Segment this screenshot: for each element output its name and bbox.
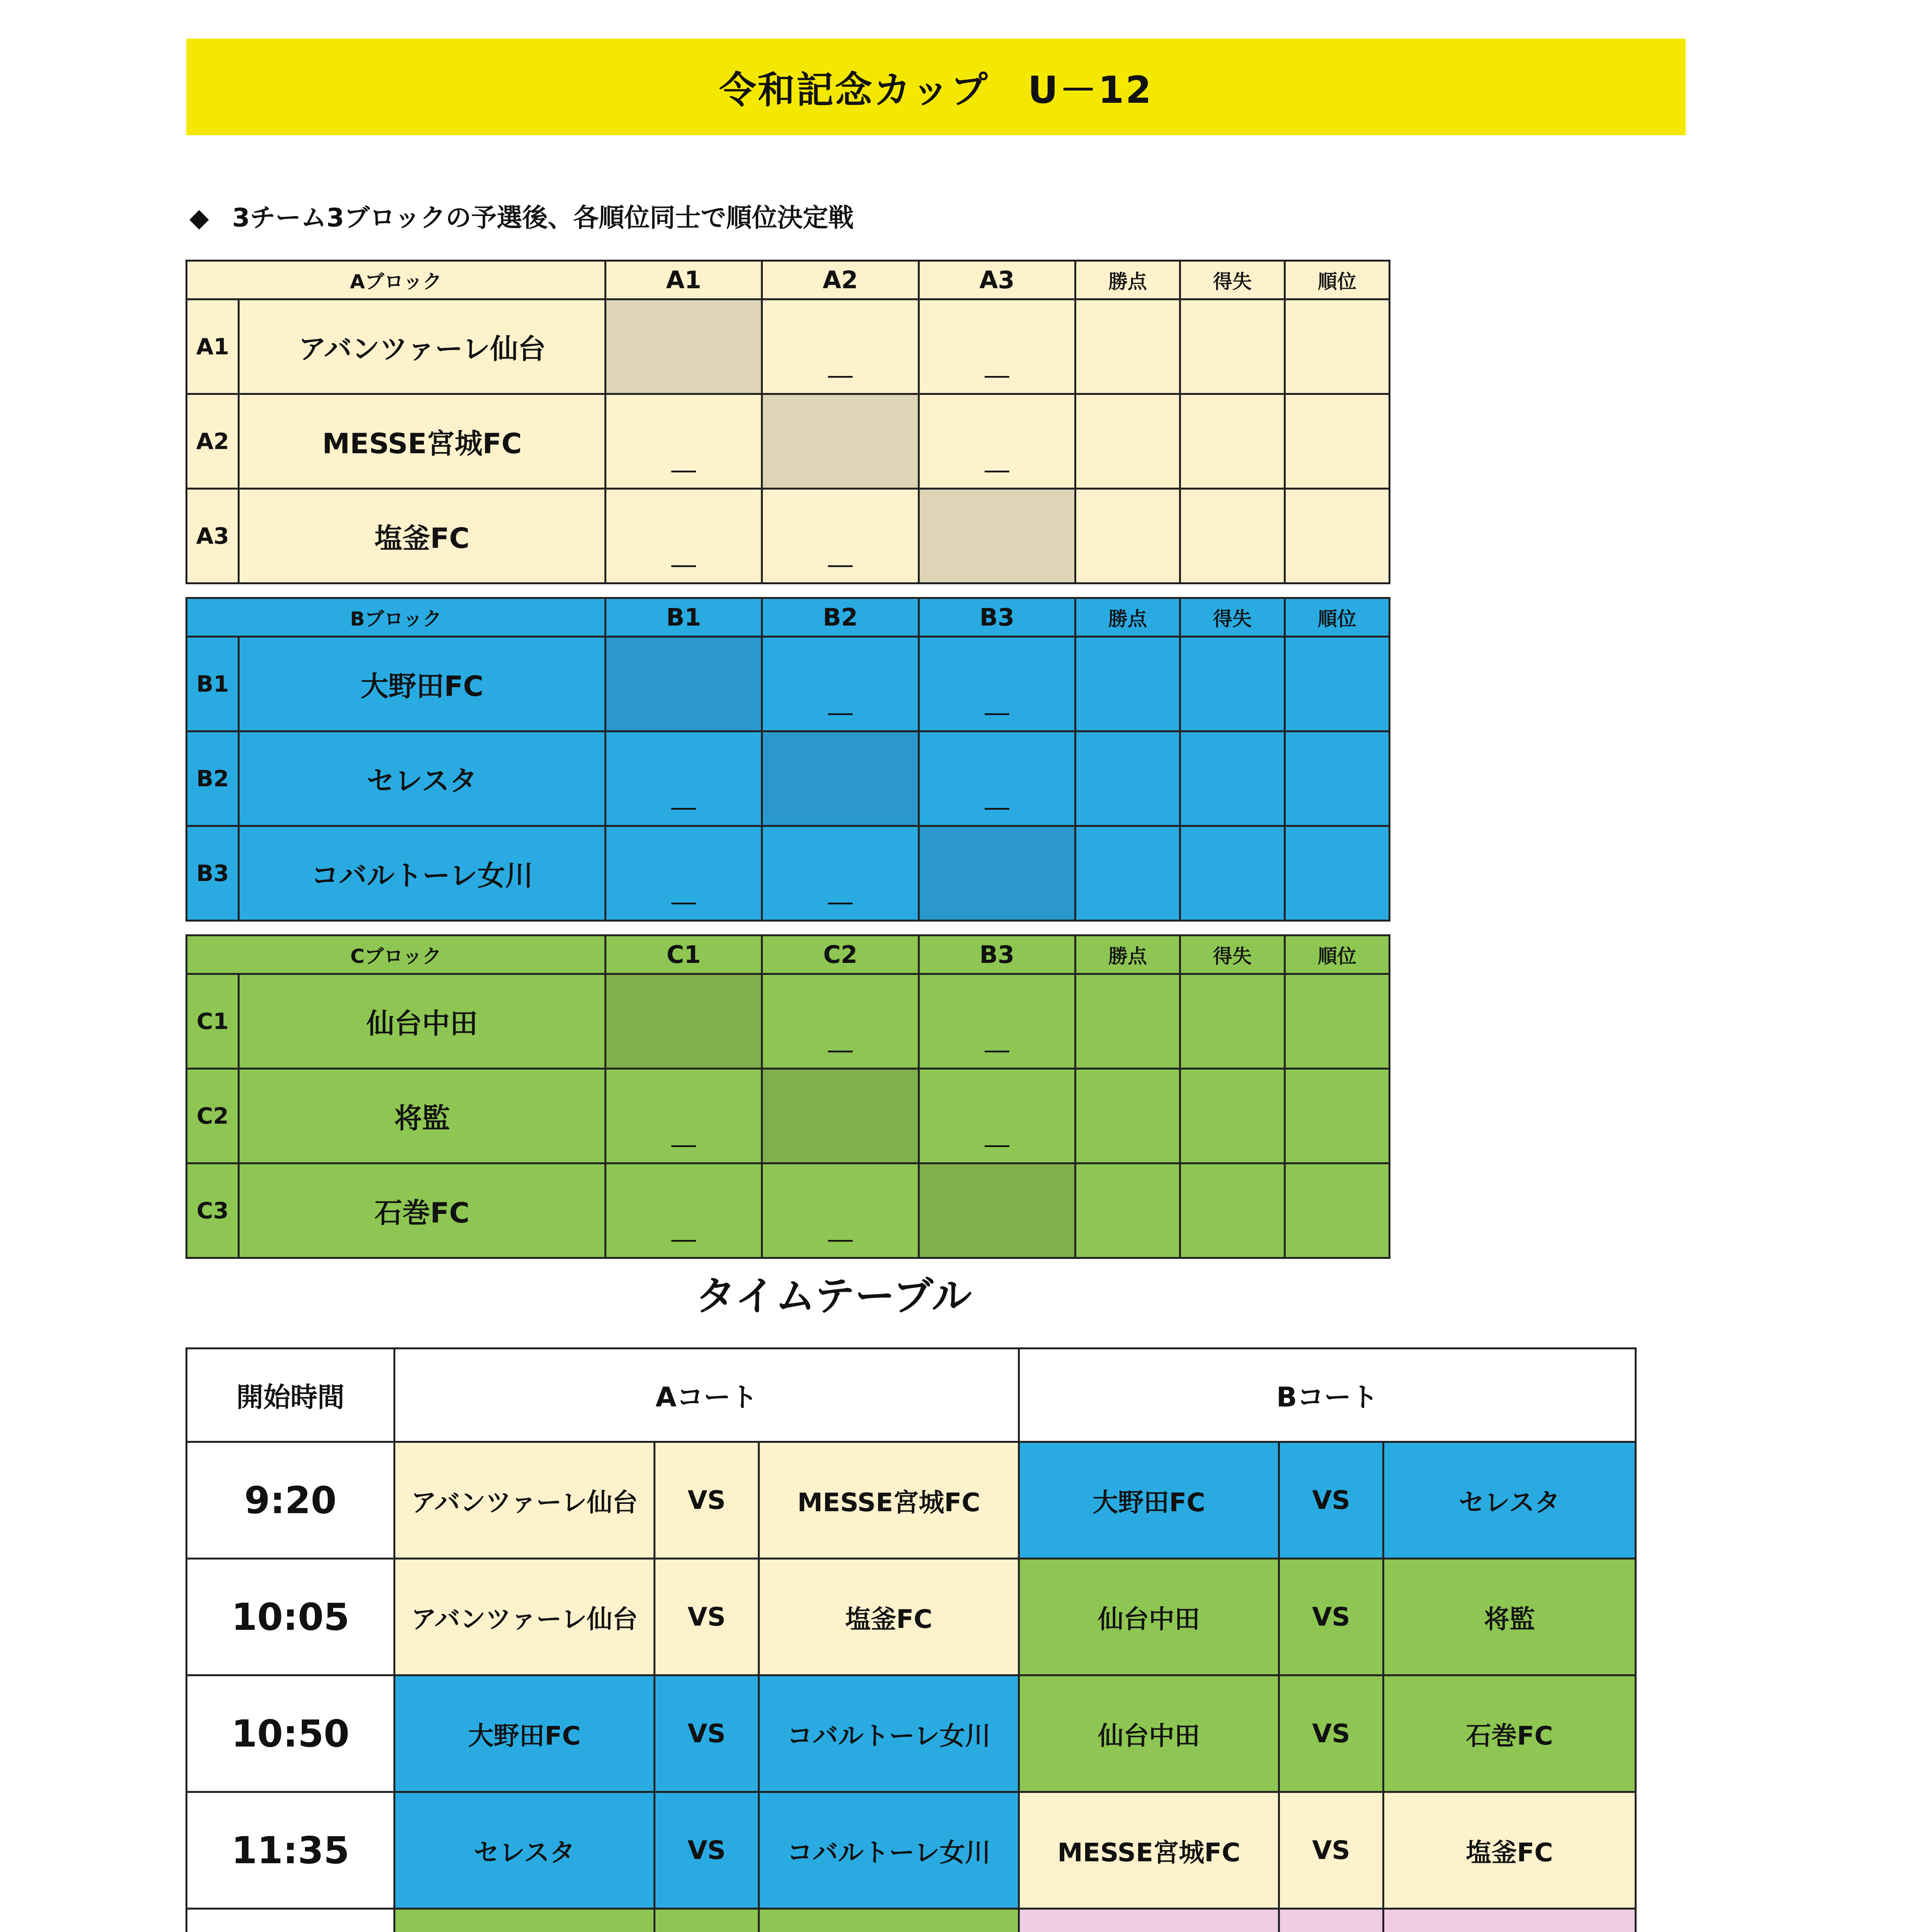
team-id: C2 xyxy=(187,1069,239,1163)
match-time: 11:35 xyxy=(187,1792,395,1909)
result-cell: ＿ xyxy=(762,974,919,1069)
table-row xyxy=(187,1069,1390,1163)
vs-label: VS xyxy=(1279,1442,1383,1559)
block-c-table xyxy=(185,934,1390,1259)
team-name: 塩釜FC xyxy=(239,489,605,583)
match-time: 10:05 xyxy=(187,1559,395,1675)
result-cell: ＿ xyxy=(919,299,1075,394)
goal-diff-cell xyxy=(1180,974,1285,1069)
points-cell xyxy=(1075,1163,1180,1258)
rank-header: 順位 xyxy=(1285,935,1390,974)
court-a-home: アバンツァーレ仙台 xyxy=(395,1442,655,1559)
result-cell: ＿ xyxy=(762,489,919,583)
team-id: A1 xyxy=(187,299,239,394)
court-b-away: 石巻FC xyxy=(1383,1675,1636,1792)
timetable-table xyxy=(185,1347,1637,1932)
court-a-home xyxy=(395,1909,655,1932)
table-row xyxy=(187,1559,1636,1675)
points-cell xyxy=(1075,299,1180,394)
vs-label: VS xyxy=(1279,1559,1383,1675)
result-cell: ＿ xyxy=(919,637,1075,731)
court-a-home: セレスタ xyxy=(395,1792,655,1909)
diamond-bullet-icon: ◆ xyxy=(189,203,209,233)
vs-label: VS xyxy=(655,1559,759,1675)
points-cell xyxy=(1075,731,1180,826)
rank-cell xyxy=(1285,1163,1390,1258)
column-header: C1 xyxy=(605,935,762,974)
self-match-cell xyxy=(919,489,1075,583)
result-cell: ＿ xyxy=(605,1163,762,1258)
team-name: 石巻FC xyxy=(239,1163,605,1258)
match-time: 10:50 xyxy=(187,1675,395,1792)
rank-header: 順位 xyxy=(1285,598,1389,637)
team-name: 仙台中田 xyxy=(239,974,605,1069)
self-match-cell xyxy=(605,637,762,731)
column-header: B3 xyxy=(919,935,1075,974)
rank-cell xyxy=(1285,394,1390,489)
team-name: コバルトーレ女川 xyxy=(239,826,605,921)
result-cell: ＿ xyxy=(919,1069,1075,1163)
match-time: 9:20 xyxy=(187,1442,395,1559)
table-row xyxy=(187,489,1390,583)
vs-label: VS xyxy=(655,1442,759,1559)
result-cell: ＿ xyxy=(919,394,1075,489)
rank-cell xyxy=(1285,826,1389,921)
table-row xyxy=(187,1675,1636,1792)
column-header: B1 xyxy=(605,598,762,637)
rank-cell xyxy=(1285,974,1390,1069)
points-cell xyxy=(1075,826,1180,921)
team-name: MESSE宮城FC xyxy=(239,394,605,489)
goal-diff-cell xyxy=(1180,394,1285,489)
table-row xyxy=(187,1792,1636,1909)
goal-diff-cell xyxy=(1180,1163,1285,1258)
self-match-cell xyxy=(605,299,762,394)
court-a-home: アバンツァーレ仙台 xyxy=(395,1559,655,1675)
points-header: 勝点 xyxy=(1075,935,1180,974)
court-a-header: Aコート xyxy=(395,1349,1019,1442)
vs-label: VS xyxy=(1279,1675,1383,1792)
page-title: 令和記念カップ U－12 xyxy=(186,39,1686,135)
result-cell: ＿ xyxy=(919,974,1075,1069)
block-header: Aブロック xyxy=(187,261,606,299)
column-header: A2 xyxy=(762,261,919,299)
vs-label: VS xyxy=(655,1675,759,1792)
court-b-away: 将監 xyxy=(1383,1559,1636,1675)
result-cell: ＿ xyxy=(605,1069,762,1163)
self-match-cell xyxy=(605,974,762,1069)
self-match-cell xyxy=(762,731,919,826)
start-time-header: 開始時間 xyxy=(187,1349,395,1442)
table-row xyxy=(187,394,1390,489)
result-cell: ＿ xyxy=(762,1163,919,1258)
court-b-home xyxy=(1019,1909,1279,1932)
table-row xyxy=(187,299,1390,394)
vs-label: VS xyxy=(655,1792,759,1909)
self-match-cell xyxy=(762,1069,919,1163)
court-a-away: 塩釜FC xyxy=(759,1559,1019,1675)
block-b-table xyxy=(185,597,1390,922)
goal-diff-cell xyxy=(1180,489,1285,583)
self-match-cell xyxy=(762,394,919,489)
court-a-away: コバルトーレ女川 xyxy=(759,1675,1019,1792)
self-match-cell xyxy=(919,1163,1075,1258)
result-cell: ＿ xyxy=(762,826,919,921)
result-cell: ＿ xyxy=(605,394,762,489)
column-header: A1 xyxy=(605,261,762,299)
column-header: A3 xyxy=(919,261,1075,299)
team-id: A3 xyxy=(187,489,239,583)
team-id: C3 xyxy=(187,1163,239,1258)
team-name: 将監 xyxy=(239,1069,605,1163)
rank-header: 順位 xyxy=(1285,261,1390,299)
court-b-home: 仙台中田 xyxy=(1019,1559,1279,1675)
vs-label: VS xyxy=(1279,1792,1383,1909)
court-b-home: MESSE宮城FC xyxy=(1019,1792,1279,1909)
points-cell xyxy=(1075,637,1180,731)
goal-diff-cell xyxy=(1180,731,1285,826)
team-id: B3 xyxy=(187,826,239,921)
rank-cell xyxy=(1285,489,1390,583)
note-text: 3チーム3ブロックの予選後、各順位同士で順位決定戦 xyxy=(232,203,854,233)
court-b-home: 大野田FC xyxy=(1019,1442,1279,1559)
team-name: セレスタ xyxy=(239,731,605,826)
table-row xyxy=(187,1442,1636,1559)
court-a-away xyxy=(759,1909,1019,1932)
team-id: B2 xyxy=(187,731,239,826)
vs-label xyxy=(655,1909,759,1932)
team-id: A2 xyxy=(187,394,239,489)
vs-label xyxy=(1279,1909,1383,1932)
team-id: B1 xyxy=(187,637,239,731)
points-cell xyxy=(1075,489,1180,583)
points-cell xyxy=(1075,394,1180,489)
goal-diff-cell xyxy=(1180,637,1285,731)
court-b-away xyxy=(1383,1909,1636,1932)
column-header: B3 xyxy=(919,598,1075,637)
team-name: 大野田FC xyxy=(239,637,605,731)
goal-diff-cell xyxy=(1180,1069,1285,1163)
column-header: B2 xyxy=(762,598,919,637)
rank-cell xyxy=(1285,1069,1390,1163)
table-row xyxy=(187,637,1390,731)
match-time xyxy=(187,1909,395,1932)
points-cell xyxy=(1075,1069,1180,1163)
table-row xyxy=(187,826,1390,921)
court-b-home: 仙台中田 xyxy=(1019,1675,1279,1792)
court-b-away: セレスタ xyxy=(1383,1442,1636,1559)
court-a-away: コバルトーレ女川 xyxy=(759,1792,1019,1909)
team-id: C1 xyxy=(187,974,239,1069)
result-cell: ＿ xyxy=(605,826,762,921)
goal-diff-cell xyxy=(1180,299,1285,394)
result-cell: ＿ xyxy=(919,731,1075,826)
court-a-home: 大野田FC xyxy=(395,1675,655,1792)
table-row xyxy=(187,974,1390,1069)
rank-cell xyxy=(1285,299,1390,394)
column-header: C2 xyxy=(762,935,919,974)
self-match-cell xyxy=(919,826,1075,921)
table-row xyxy=(187,1909,1636,1932)
points-header: 勝点 xyxy=(1075,261,1180,299)
team-name: アバンツァーレ仙台 xyxy=(239,299,605,394)
tournament-format-note xyxy=(189,197,854,234)
court-b-away: 塩釜FC xyxy=(1383,1792,1636,1909)
block-header: Bブロック xyxy=(187,598,606,637)
result-cell: ＿ xyxy=(605,489,762,583)
block-header: Cブロック xyxy=(187,935,606,974)
court-a-away: MESSE宮城FC xyxy=(759,1442,1019,1559)
block-a-table xyxy=(185,260,1390,584)
rank-cell xyxy=(1285,637,1389,731)
rank-cell xyxy=(1285,731,1389,826)
points-cell xyxy=(1075,974,1180,1069)
goal-diff-cell xyxy=(1180,826,1285,921)
court-b-header: Bコート xyxy=(1019,1349,1636,1442)
table-row xyxy=(187,731,1390,826)
goal-diff-header: 得失 xyxy=(1180,598,1285,637)
points-header: 勝点 xyxy=(1075,598,1180,637)
goal-diff-header: 得失 xyxy=(1180,935,1285,974)
result-cell: ＿ xyxy=(762,299,919,394)
table-row xyxy=(187,1163,1390,1258)
result-cell: ＿ xyxy=(605,731,762,826)
result-cell: ＿ xyxy=(762,637,919,731)
goal-diff-header: 得失 xyxy=(1180,261,1285,299)
timetable-heading: タイムテーブル xyxy=(696,1272,972,1320)
